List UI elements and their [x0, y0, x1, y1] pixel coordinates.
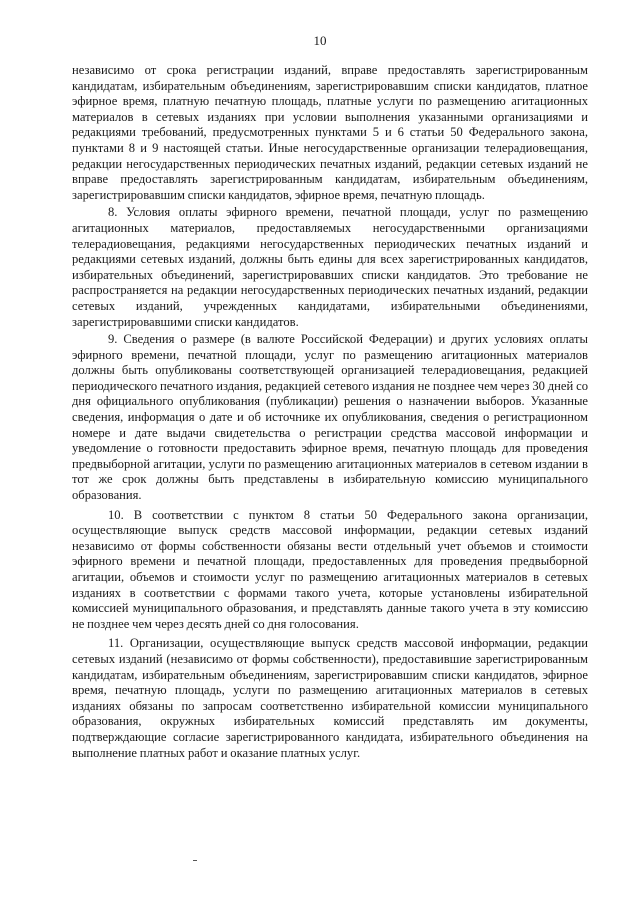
scan-mark — [193, 860, 197, 861]
paragraph-8: 8. Условия оплаты эфирного времени, печатной площади, услуг по размещению агитационных материалов, предоставляемых негосударственными организациями телерадиовещания, редакциями негосударственных периодических печатных изданий и редакциями сетевых изданий, должны быть едины для всех зарегистрированных кандидатов, избирательных объединений, зарегистрировавших списки кандидатов. Это требование не распространяется на редакции негосударственных периодических печатных изданий, редакции сетевых изданий, учрежденных кандидатами, избирательными объединениями, зарегистрировавшими списки кандидатов. — [72, 205, 588, 329]
paragraph-9: 9. Сведения о размере (в валюте Российской Федерации) и других условиях оплаты эфирного времени, печатной площади, услуг по размещению агитационных материалов должны быть опубликованы соответствующей организацией телерадиовещания, редакцией периодического печатного издания, редакцией сетевого издания не позднее чем через 30 дней со дня официального опубликования (публикации) решения о назначении выборов. Указанные сведения, информация о дате и об источнике их опубликования, сведения о регистрационном номере и дате выдачи свидетельства о регистрации средства массовой информации и уведомление о готовности предоставить эфирное время, печатную площадь для проведения предвыборной агитации, услуги по размещению агитационных материалов в сетевом издании в тот же срок должны быть представлены в избирательную комиссию муниципального образования. — [72, 332, 588, 503]
paragraph-11: 11. Организации, осуществляющие выпуск средств массовой информации, редакции сетевых изданий (независимо от формы собственности), предоставившие зарегистрированным кандидатам, избирательным объединениям, зарегистрировавшим списки кандидатов, эфирное время, печатную площадь, услуги по размещению агитационных материалов в сетевых изданиях обязаны по запросам соответственно избирательной комиссии муниципального образования, окружных избирательных комиссий представлять им документы, подтверждающие согласие зарегистрированного кандидата, избирательного объединения на выполнение платных работ и оказание платных услуг. — [72, 636, 588, 760]
paragraph-10: 10. В соответствии с пунктом 8 статьи 50 Федерального закона организации, осуществляющие выпуск средств массовой информации, редакции сетевых изданий независимо от формы собственности обязаны вести отдельный учет объемов и стоимости эфирного времени и печатной площади, предоставленных для проведения предвыборной агитации, объемов и стоимости услуг по размещению агитационных материалов в сетевых изданиях в соответствии с формами такого учета, которые установлены избирательной комиссией муниципального образования, и представлять данные такого учета в эту комиссию не позднее чем через десять дней со дня голосования. — [72, 507, 588, 631]
paragraph-continuation: независимо от срока регистрации изданий, вправе предоставлять зарегистрированным кандидатам, избирательным объединениям, зарегистрировавшим списки кандидатов, платное эфирное время, платную печатную площадь, платные услуги по размещению агитационных материалов в сетевых изданиях при условии выполнения указанными организациями и редакциями требований, предусмотренных пунктами 5 и 6 статьи 50 Федерального закона, пунктами 8 и 9 настоящей статьи. Иные негосударственные организации телерадиовещания, редакции негосударственных периодических печатных изданий, редакции сетевых изданий не вправе предоставлять зарегистрированным кандидатам, избирательным объединениям, зарегистрировавшим списки кандидатов, эфирное время, печатную площадь. — [72, 63, 588, 202]
document-body — [72, 63, 588, 761]
page-number: 10 — [313, 33, 327, 48]
